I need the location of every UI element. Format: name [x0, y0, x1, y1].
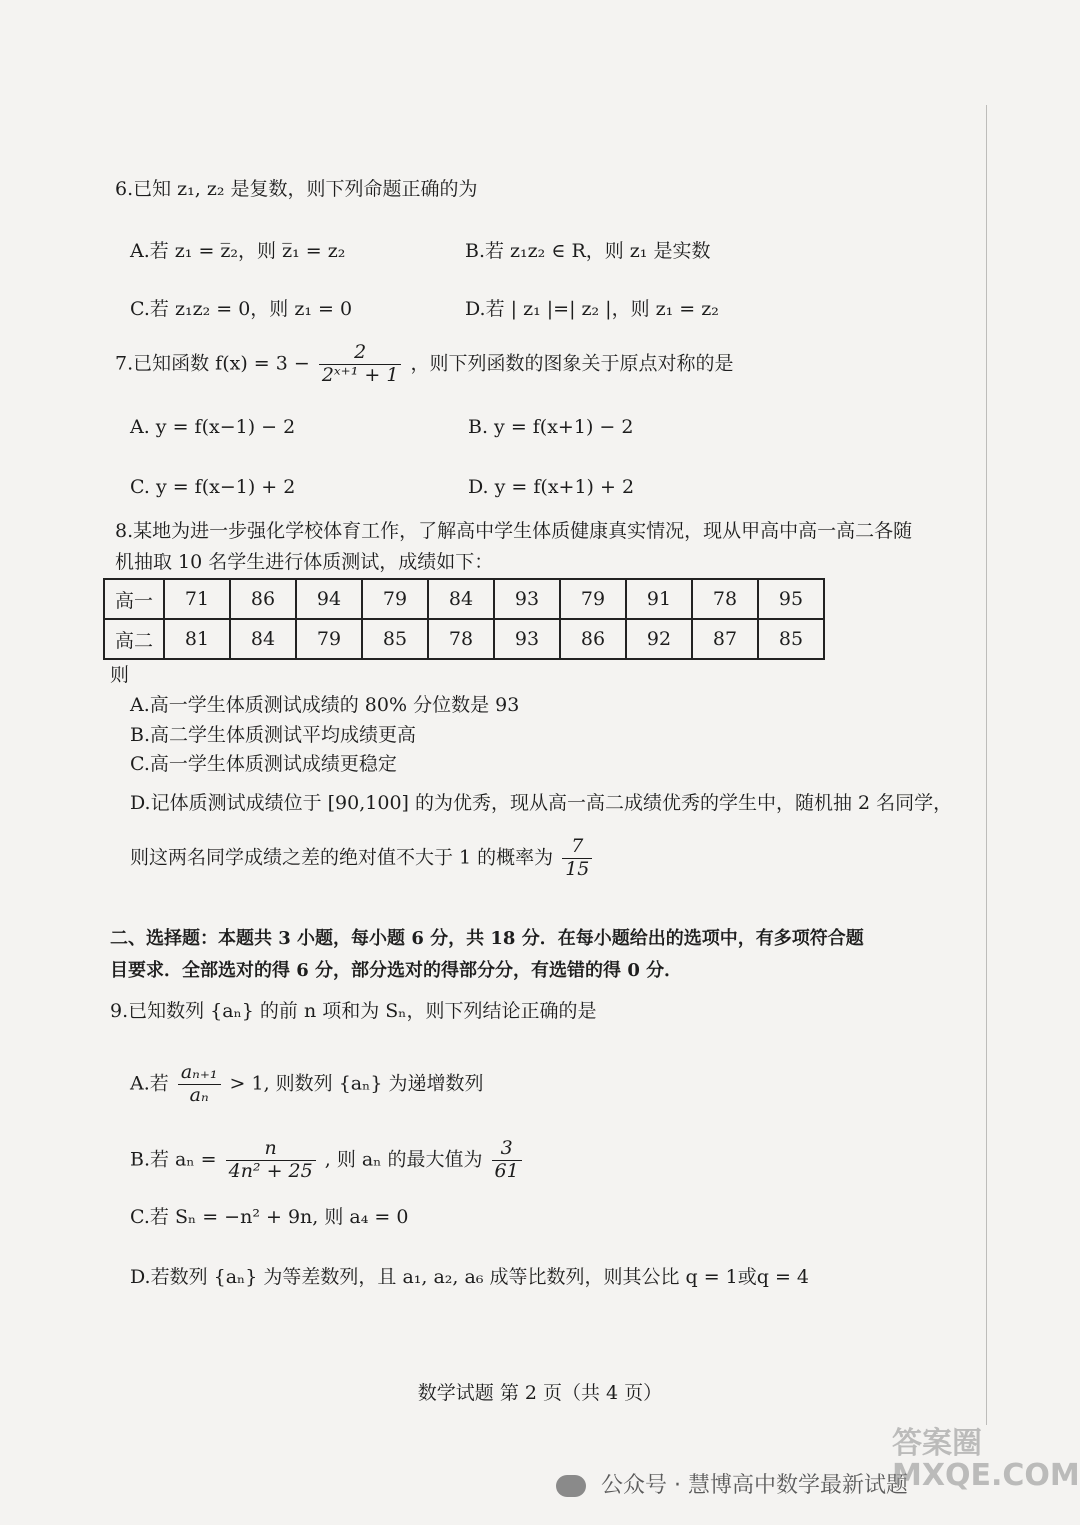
- score-cell: 95: [758, 579, 824, 619]
- q9-stem: 9.已知数列 {aₙ} 的前 n 项和为 Sₙ，则下列结论正确的是: [110, 1000, 597, 1022]
- q8-then: 则: [110, 664, 130, 686]
- q6-option-a: A.若 z₁ = z̅₂，则 z̅₁ = z₂: [130, 240, 346, 262]
- q9-option-c: C.若 Sₙ = −n² + 9n, 则 a₄ = 0: [130, 1206, 409, 1228]
- score-cell: 86: [230, 579, 296, 619]
- q7-stem-suffix: ，则下列函数的图象关于原点对称的是: [410, 352, 734, 375]
- q7-option-c: C. y = f(x−1) + 2: [130, 476, 296, 498]
- q8-probability-numerator: 7: [562, 836, 592, 859]
- score-cell: 87: [692, 619, 758, 659]
- score-cell: 78: [692, 579, 758, 619]
- q9-option-a-numerator: aₙ₊₁: [178, 1062, 221, 1085]
- score-cell: 91: [626, 579, 692, 619]
- score-row-label: 高一: [104, 579, 164, 619]
- q7-fraction: [319, 342, 402, 387]
- q8-option-d-line2: [130, 836, 595, 881]
- q9-option-b-middle: , 则 aₙ 的最大值为: [324, 1148, 483, 1171]
- q9-option-a-suffix: > 1, 则数列 {aₙ} 为递增数列: [229, 1072, 484, 1095]
- q9-option-a-prefix: A.若: [130, 1072, 169, 1095]
- score-cell: 85: [362, 619, 428, 659]
- q9-option-a: [130, 1062, 483, 1107]
- page-footer: 数学试题 第 2 页（共 4 页）: [417, 1382, 663, 1404]
- q9-option-b-prefix: B.若 aₙ =: [130, 1148, 217, 1171]
- score-cell: 79: [362, 579, 428, 619]
- q6-option-b: B.若 z₁z₂ ∈ R，则 z₁ 是实数: [465, 240, 711, 262]
- score-cell: 84: [230, 619, 296, 659]
- q7-stem-prefix: 7.已知函数 f(x) = 3 −: [115, 352, 310, 375]
- q8-option-a: A.高一学生体质测试成绩的 80% 分位数是 93: [130, 694, 520, 716]
- q8-option-c: C.高一学生体质测试成绩更稳定: [130, 753, 397, 775]
- q8-stem-line1: 8.某地为进一步强化学校体育工作，了解高中学生体质健康真实情况，现从甲高中高一高二各随: [115, 520, 913, 542]
- score-cell: 92: [626, 619, 692, 659]
- q7-fraction-denominator: 2ˣ⁺¹ + 1: [321, 363, 399, 386]
- q8-option-d-text: 则这两名同学成绩之差的绝对值不大于 1 的概率为: [130, 846, 554, 869]
- score-cell: 85: [758, 619, 824, 659]
- score-table: [103, 578, 825, 660]
- q9-option-b-max-numerator: 3: [492, 1138, 522, 1161]
- q9-option-b-denominator: 4n² + 25: [228, 1159, 313, 1182]
- wechat-icon: [556, 1475, 586, 1497]
- q7-option-d: D. y = f(x+1) + 2: [468, 476, 635, 498]
- score-row-label: 高二: [104, 619, 164, 659]
- q9-option-a-denominator: aₙ: [189, 1083, 209, 1106]
- q8-option-d-line1: D.记体质测试成绩位于 [90,100] 的为优秀，现从高一高二成绩优秀的学生中，随机抽 2 名同学，: [130, 792, 953, 814]
- score-cell: 78: [428, 619, 494, 659]
- q9-option-b-numerator: n: [226, 1138, 316, 1161]
- q6-stem: 6.已知 z₁, z₂ 是复数，则下列命题正确的为: [115, 178, 478, 200]
- margin-rule: [986, 105, 987, 1425]
- q6-option-c: C.若 z₁z₂ = 0，则 z₁ = 0: [130, 298, 353, 320]
- section2-heading-line1: 二、选择题：本题共 3 小题，每小题 6 分，共 18 分．在每小题给出的选项中，有多项符合题: [110, 928, 864, 949]
- score-table-row: [104, 579, 824, 619]
- score-cell: 93: [494, 619, 560, 659]
- score-cell: 71: [164, 579, 230, 619]
- q9-option-d: D.若数列 {aₙ} 为等差数列，且 a₁, a₂, a₆ 成等比数列，则其公比 q = 1或q = 4: [130, 1266, 810, 1288]
- q9-option-b-fraction: [226, 1138, 316, 1183]
- watermark-text: 公众号 · 慧博高中数学最新试题: [601, 1473, 908, 1498]
- section2-heading-line2: 目要求．全部选对的得 6 分，部分选对的得部分分，有选错的得 0 分．: [110, 960, 683, 981]
- q7-fraction-numerator: 2: [319, 342, 402, 365]
- q9-option-b-max-fraction: [492, 1138, 522, 1183]
- q7-option-b: B. y = f(x+1) − 2: [468, 416, 634, 438]
- score-table-row: [104, 619, 824, 659]
- score-cell: 79: [296, 619, 362, 659]
- q7-stem: [115, 342, 733, 387]
- score-cell: 81: [164, 619, 230, 659]
- score-cell: 93: [494, 579, 560, 619]
- q9-option-a-fraction: [178, 1062, 221, 1107]
- q8-stem-line2: 机抽取 10 名学生进行体质测试，成绩如下：: [115, 551, 494, 573]
- score-cell: 86: [560, 619, 626, 659]
- q6-option-d: D.若 | z₁ |=| z₂ |，则 z₁ = z₂: [465, 298, 719, 320]
- watermark: [556, 1468, 908, 1499]
- score-cell: 79: [560, 579, 626, 619]
- q8-option-b: B.高二学生体质测试平均成绩更高: [130, 724, 417, 746]
- score-cell: 84: [428, 579, 494, 619]
- q8-probability-denominator: 15: [565, 857, 590, 880]
- site-stamp-logo: 答案圈 MXQE.COM: [892, 1426, 1080, 1493]
- q9-option-b: [130, 1138, 525, 1183]
- q7-option-a: A. y = f(x−1) − 2: [130, 416, 296, 438]
- q8-probability-fraction: [562, 836, 592, 881]
- q9-option-b-max-denominator: 61: [494, 1159, 519, 1182]
- score-cell: 94: [296, 579, 362, 619]
